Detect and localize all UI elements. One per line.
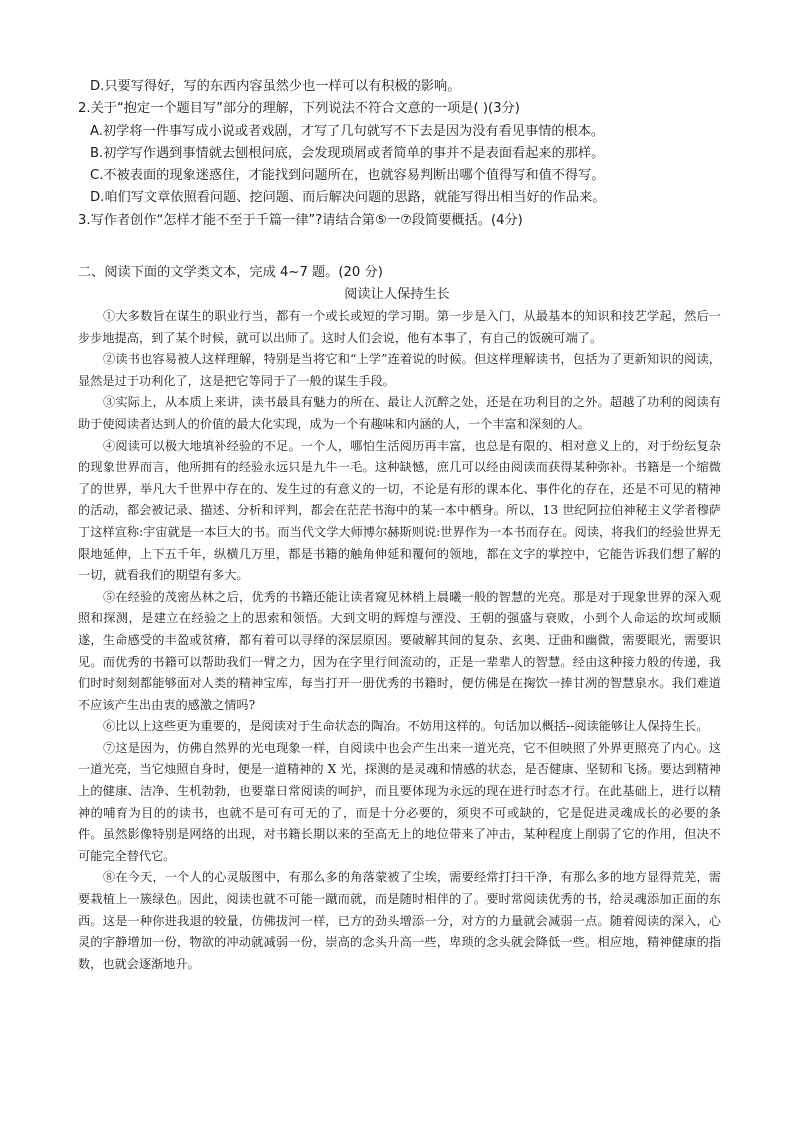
- essay-paragraph-6: ⑥比以上这些更为重要的，是阅读对于生命状态的陶冶。不妨用这样的。句话加以概括--阅读能够让人保持生长。: [103, 719, 709, 734]
- essay-paragraph-5: ⑤在经验的茂密丛林之后，优秀的书籍还能让读者窥见林梢上晨曦一般的智慧的光亮。那是对于现象世界的深入观照和探测，是建立在经验之上的思索和领悟。大到文明的辉煌与湮没、王朝的强盛与衰败，小到个人命运的坎坷或顺遂，生命感受的丰盈或贫瘠，都有着可以寻绎的深层原因。要破解其间的复杂、玄奥、迂曲和幽微，需要眼光，需要识见。而优秀的书籍可以帮助我们一臂之力，因为在字里行间流动的，正是一辈辈人的智慧。经由这种接力般的传递，我们时时刻刻都能够面对人类的精神宝库，每当打开一册优秀的书籍时，便仿佛是在掬饮一捧甘冽的智慧泉水。我们难道不应该产生出由衷的感激之情吗?: [78, 589, 721, 712]
- essay-paragraph-8: ⑧在今天，一个人的心灵版图中，有那么多的角落蒙被了尘埃，需要经常打扫干净，有那么多的地方显得荒芜，需要栽植上一簇绿色。因此，阅读也就不可能一蹴而就，而是随时相伴的了。要时常阅读优秀的书，给灵魂添加正面的东西。这是一种你进我退的较量，仿佛拔河一样，已方的劲头增添一分，对方的力量就会减弱一点。随着阅读的深入，心灵的宇静增加一份，物欲的冲动就减弱一份，崇高的念头升高一些，卑琐的念头就会降低一些。相应地，精神健康的指数，也就会逐渐地升。: [78, 870, 721, 971]
- q2-option-c: C.不被表面的现象迷惑住，才能找到问题所在，也就容易判断出哪个值得写和值不得写。: [90, 168, 605, 184]
- q1-option-d: D.只要写得好，写的东西内容虽然少也一样可以有积极的影响。: [90, 79, 461, 94]
- question-block: [78, 76, 728, 232]
- essay-paragraph-4: ④阅读可以极大地填补经验的不足。一个人，哪怕生活阅历再丰富，也总是有限的、相对意义上的，对于纷纭复杂的现象世界而言，他所拥有的经验永远只是九牛一毛。这种缺憾，庶几可以经由阅读而获得某种弥补。书籍是一个缩微了的世界，举凡大千世界中存在的、发生过的有意义的一切，不论是有形的课本化、事件化的存在，还是不可见的精神的活动，都会被记录、描述、分析和评判，都会在茫茫书海中的某一本中栖身。所以，13 世纪阿拉伯神秘主义学者穆萨丁这样宣称:宇宙就是一本巨大的书。而当代文学大师博尔赫斯则说:世界作为一本书而存在。阅读，将我们的经验世界无限地延伸，上下五千年，纵横几万里，都是书籍的触角伸延和覆何的领地，都在文字的掌控中，它能告诉我们想了解的一切，就看我们的期望有多大。: [78, 438, 721, 583]
- essay-paragraph-7: ⑦这是因为，仿佛自然界的光电现象一样，自阅读中也会产生出来一道光亮，它不但映照了外界更照亮了内心。这一道光亮，当它烛照自身时，便是一道精神的 X 光，探测的是灵魂和情感的状态，是否健康、坚韧和飞扬。要达到精神上的健康、洁净、生机勃勃，也要靠日常阅读的呵护，而且要体现为永远的现在进行时态才行。在此基础上，进行以精神的哺育为目的的读书，也就不是可有可无的了，而是十分必要的，须臾不可或缺的，它是促进灵魂成长的必要的条件。虽然影像特别是网络的出现，对书籍长期以来的至高无上的地位带来了冲击，某种程度上削弱了它的作用，但决不可能完全替代它。: [78, 740, 721, 863]
- q2-option-b: B.初学写作遇到事情就去刨根问底，会发现琐屑或者简单的事并不是表面看起来的那样。: [90, 145, 605, 161]
- q2-option-d: D.咱们写文章依照看问题、挖问题、而后解决问题的思路，就能写得出相当好的作品来。: [90, 190, 606, 206]
- essay-paragraph-2: ②读书也容易被人这样理解，特别是当将它和“上学”连着说的时候。但这样理解读书，包括为了更新知识的阅读，显然是过于功利化了，这是把它等同于了一般的谋生手段。: [78, 352, 721, 388]
- section-heading: 二、阅读下面的文学类文本，完成 4~7 题。(20 分): [78, 265, 383, 280]
- essay-body: [78, 306, 721, 975]
- essay-paragraph-1: ①大多数旨在谋生的职业行当，都有一个或长或短的学习期。第一步是入门，从最基本的知识和技艺学起，然后一步步地提高，到了某个时候，就可以出师了。这时人们会说，他有本事了，有自己的饭碗可端了。: [78, 309, 721, 345]
- q3-stem: 3.写作者创作“怎样才能不至于千篇一律”?请结合第⑤一⑦段简要概括。(4分): [78, 212, 523, 228]
- essay-title: 阅读让人保持生长: [344, 287, 450, 302]
- essay-paragraph-3: ③实际上，从本质上来讲，读书最具有魅力的所在、最让人沉醉之处，还是在功利目的之外。超越了功利的阅读有助于使阅读者达到人的价值的最大化实现，成为一个有趣味和内涵的人，一个丰富和深刻的人。: [78, 395, 721, 431]
- q2-stem: 2.关于“抱定一个题目写”部分的理解，下列说法不符合文意的一项是( )(3分): [78, 101, 520, 117]
- q2-option-a: A.初学将一件事写成小说或者戏剧，才写了几句就写不下去是因为没有看见事情的根本。: [90, 123, 605, 139]
